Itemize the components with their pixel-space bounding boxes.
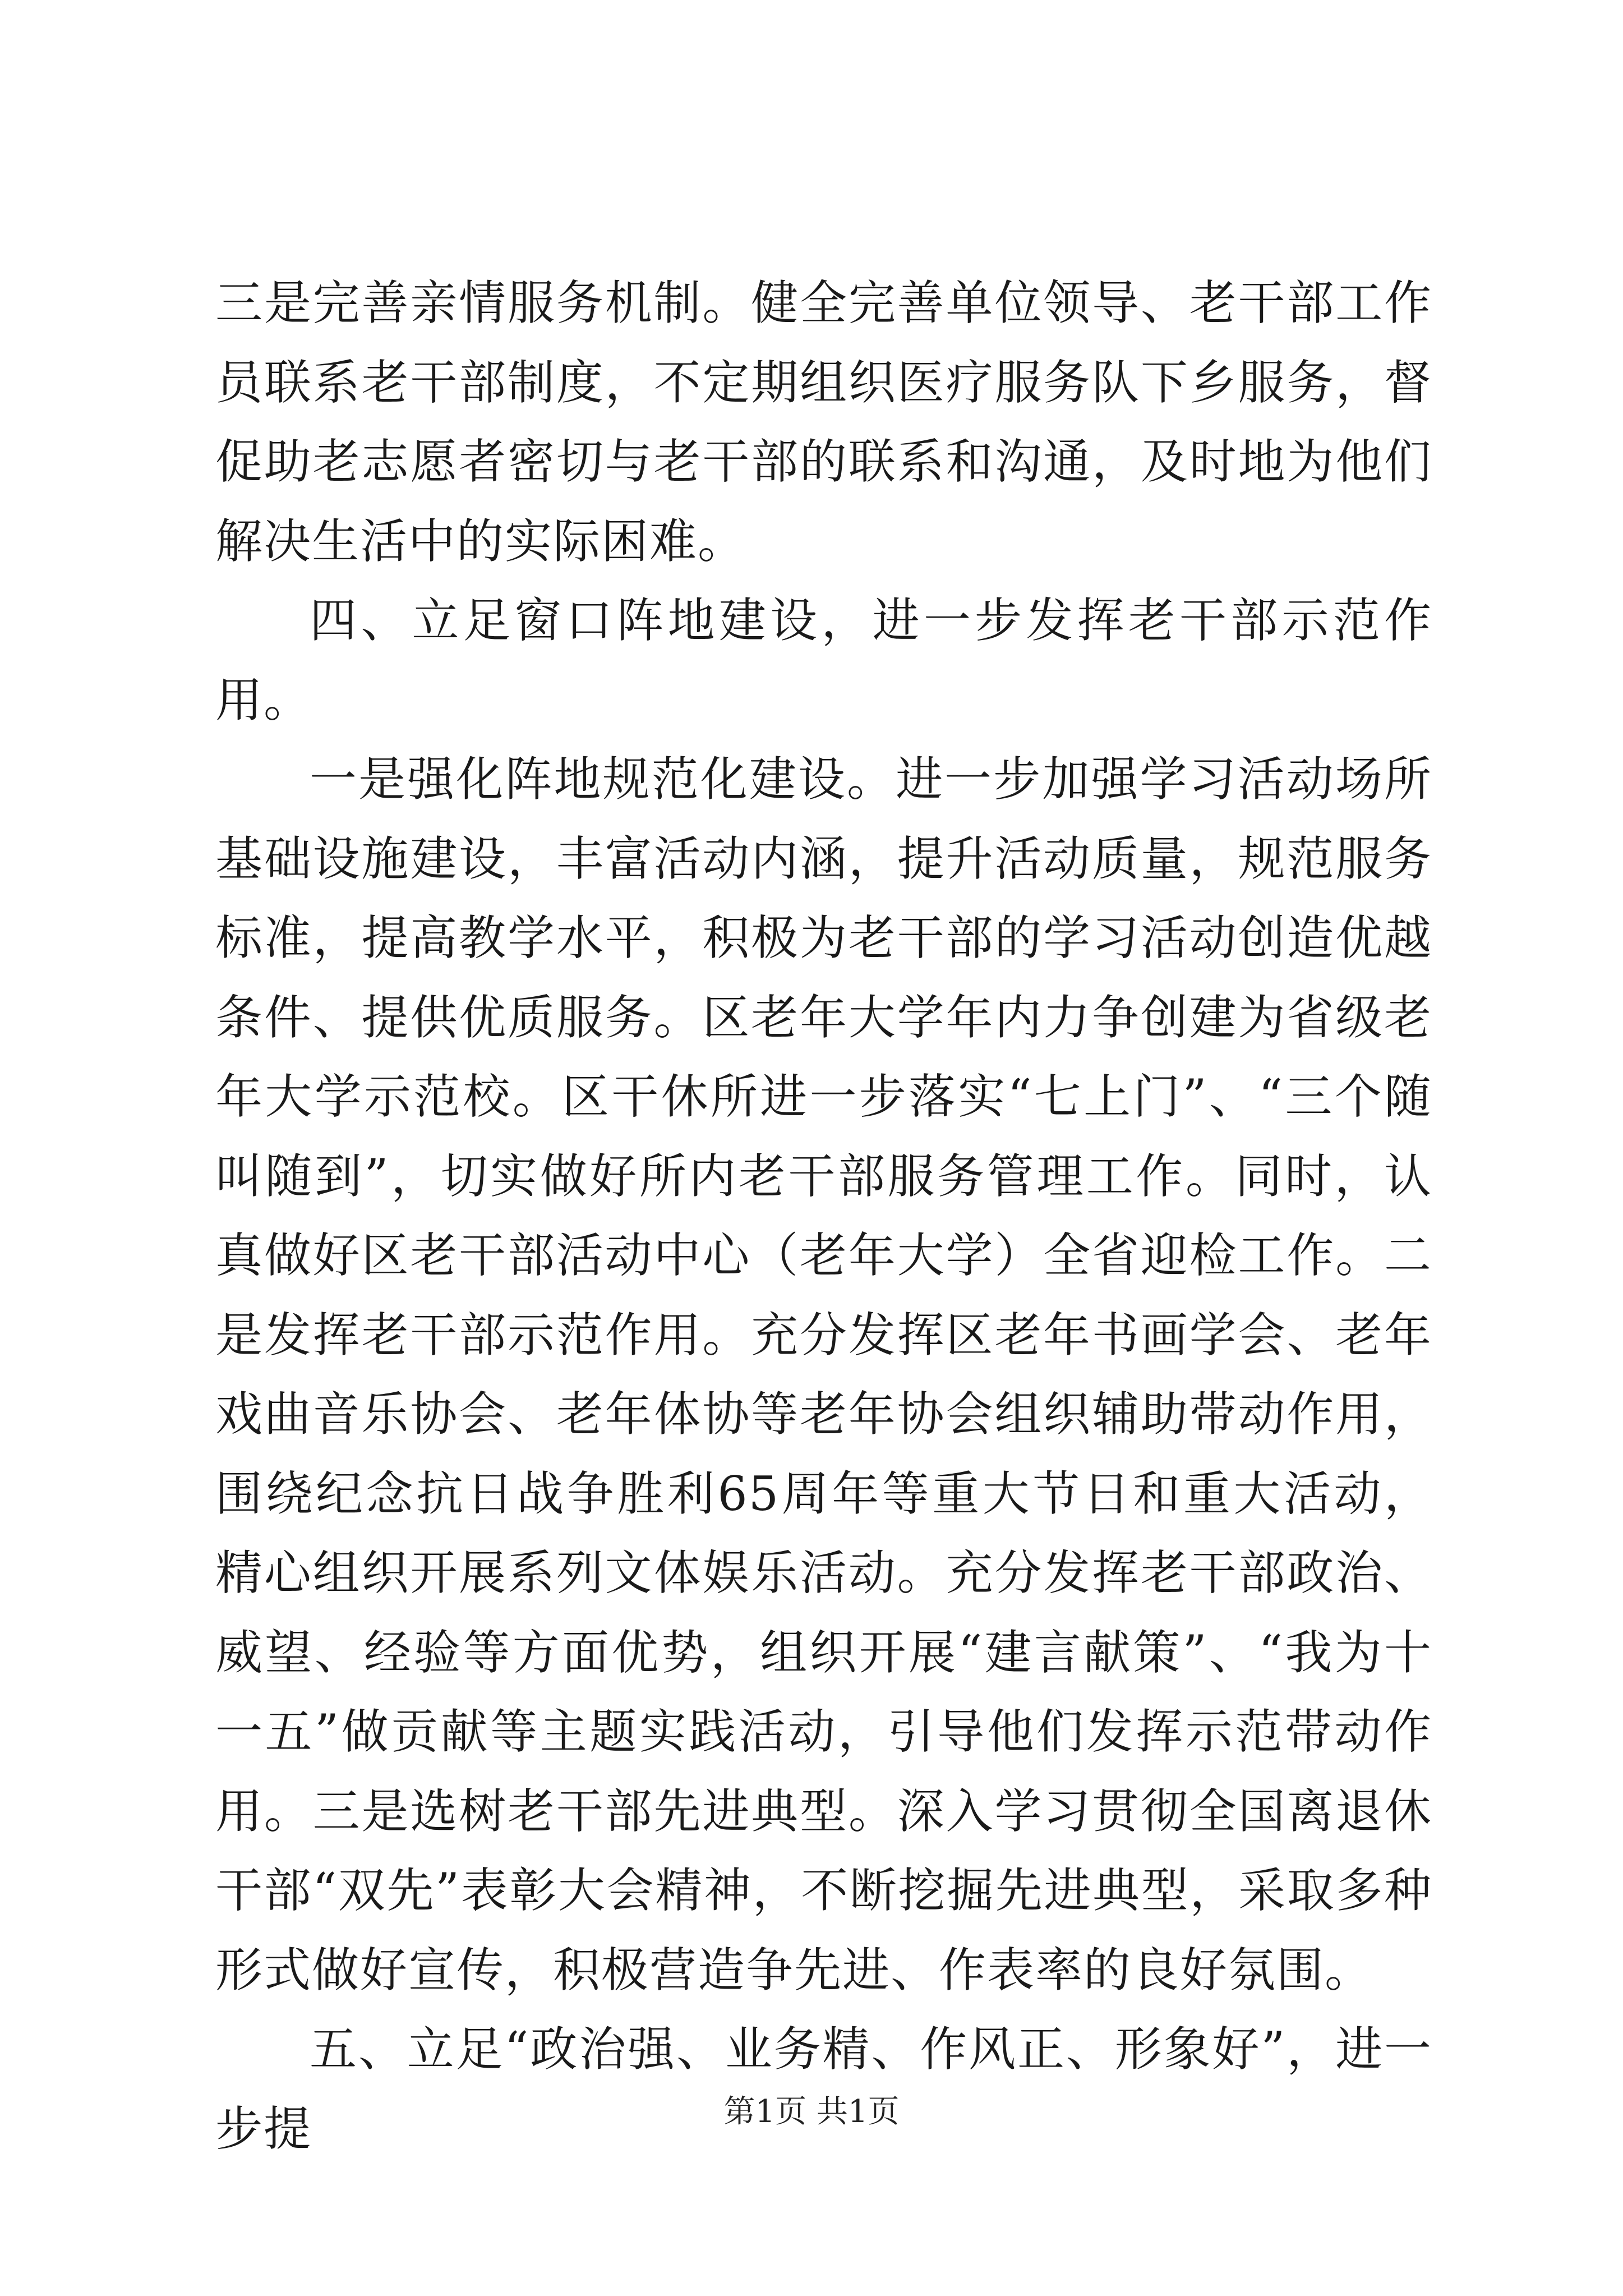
paragraph-service-mechanism: 三是完善亲情服务机制。健全完善单位领导、老干部工作员联系老干部制度，不定期组织医疗服务队下乡服务，督促助老志愿者密切与老干部的联系和沟通，及时地为他们解决生活中的实际困难。 <box>215 275 1432 569</box>
document-body <box>215 264 1432 2169</box>
paragraph-position-building: 一是强化阵地规范化建设。进一步加强学习活动场所基础设施建设，丰富活动内涵，提升活动质量，规范服务标准，提高教学水平，积极为老干部的学习活动创造优越条件、提供优质服务。区老年大学年内力争创建为省级老年大学示范校。区干休所进一步落实“七上门”、“三个随叫随到”，切实做好所内老干部服务管理工作。同时，认真做好区老干部活动中心（老年大学）全省迎检工作。二是发挥老干部示范作用。充分发挥区老年书画学会、老年戏曲音乐协会、老年体协等老年协会组织辅助带动作用，围绕纪念抗日战争胜利65周年等重大节日和重大活动，精心组织开展系列文体娱乐活动。充分发挥老干部政治、威望、经验等方面优势，组织开展“建言献策”、“我为十一五”做贡献等主题实践活动，引导他们发挥示范带动作用。三是选树老干部先进典型。深入学习贯彻全国离退休干部“双先”表彰大会精神，不断挖掘先进典型，采取多种形式做好宣传，积极营造争先进、作表率的良好氛围。 <box>215 752 1432 1998</box>
section-heading-four: 四、立足窗口阵地建设，进一步发挥老干部示范作用。 <box>215 593 1432 728</box>
section-heading-five: 五、立足“政治强、业务精、作风正、形象好”，进一步提 <box>215 2022 1432 2156</box>
page-footer: 第1页 共1页 <box>723 2093 900 2130</box>
